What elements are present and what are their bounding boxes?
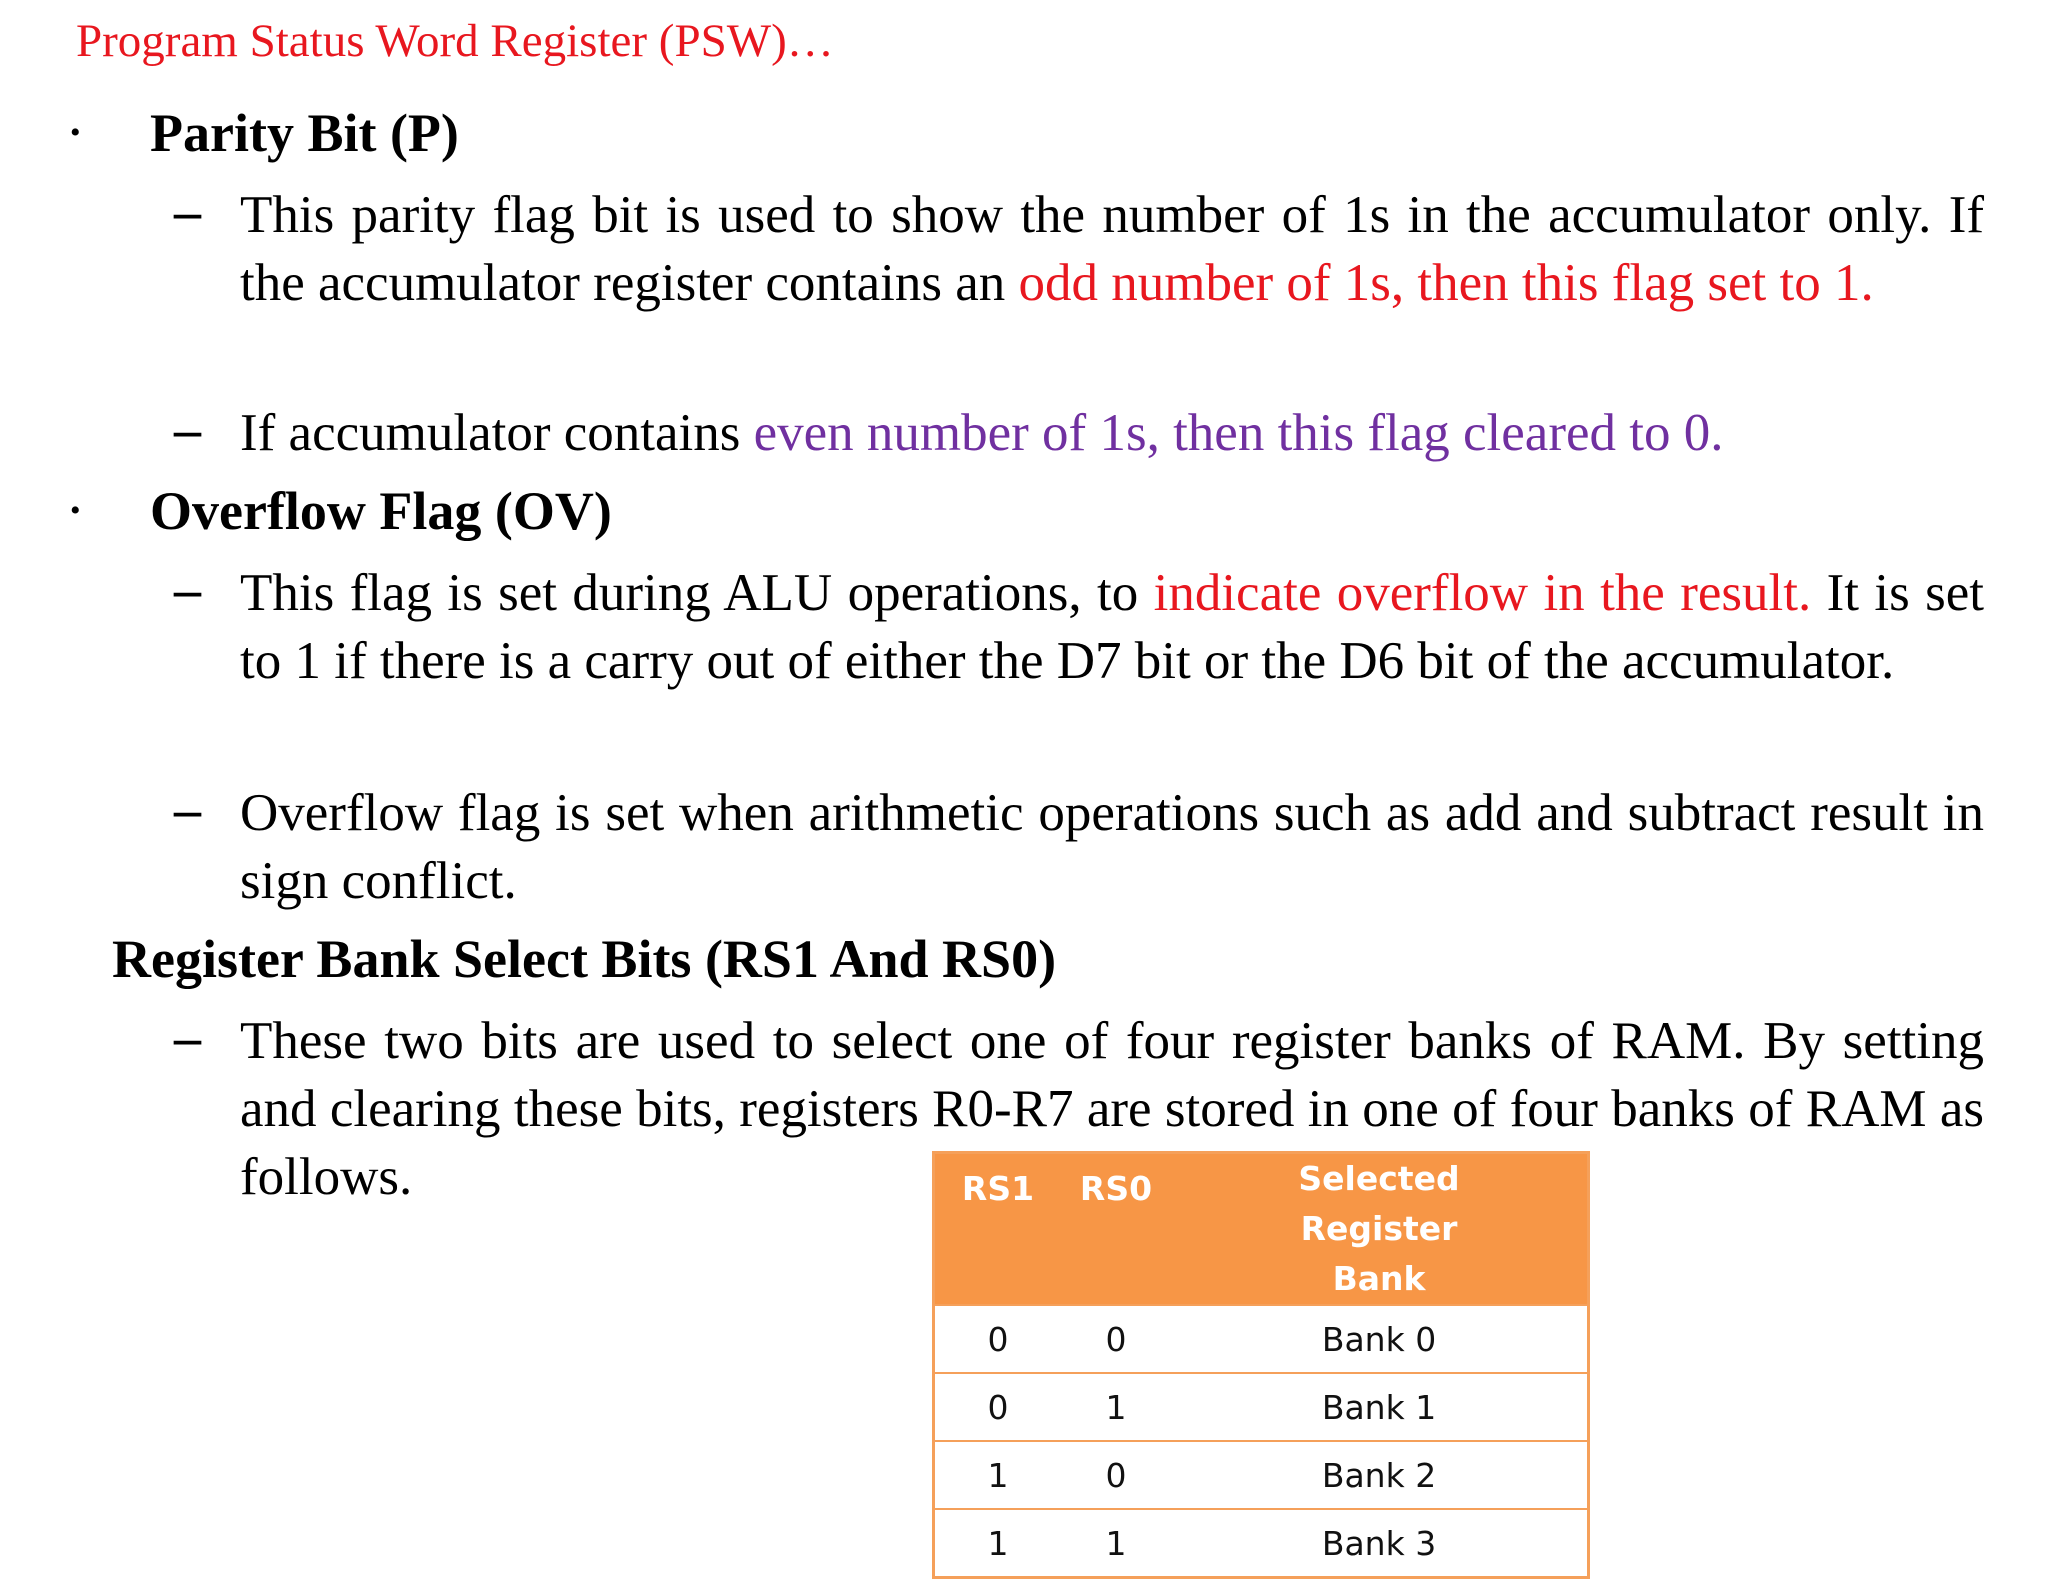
overflow-p1-highlight: indicate overflow in the result. [1153, 564, 1812, 622]
parity-p2-highlight: even number of 1s, then this flag cleared to 0. [753, 404, 1724, 462]
table-cell-rs0: 0 [1061, 1305, 1171, 1373]
table-cell-rs1: 1 [934, 1441, 1062, 1509]
table-cell-bank: Bank 1 [1171, 1373, 1589, 1441]
parity-heading: Parity Bit (P) [150, 103, 459, 163]
table-cell-rs0: 1 [1061, 1509, 1171, 1578]
dash-marker: – [174, 1007, 201, 1067]
overflow-heading: Overflow Flag (OV) [150, 481, 612, 541]
table-cell-bank: Bank 3 [1171, 1509, 1589, 1578]
dash-marker: – [174, 181, 201, 241]
slide-title: Program Status Word Register (PSW)… [76, 15, 834, 67]
parity-p1-highlight: odd number of 1s, then this flag set to 1. [1018, 254, 1874, 312]
bullet-marker: • [70, 494, 81, 527]
table-row [934, 1441, 1589, 1509]
table-header-rs0: RS0 [1061, 1153, 1171, 1306]
table-cell-rs1: 0 [934, 1373, 1062, 1441]
table-header-rs1: RS1 [934, 1153, 1062, 1306]
table-row [934, 1305, 1589, 1373]
overflow-p1-text-2: It is set to 1 if there is a carry out of either the D7 bit or the D6 bit of the accumulator. [240, 564, 1984, 690]
table-row [934, 1373, 1589, 1441]
table-cell-rs0: 1 [1061, 1373, 1171, 1441]
table-header-row [934, 1153, 1589, 1306]
overflow-paragraph-2: Overflow flag is set when arithmetic operations such as add and subtract result in sign conflict. [240, 784, 1984, 910]
dash-marker: – [174, 779, 201, 839]
dash-marker: – [174, 399, 201, 459]
parity-p1-text: This parity flag bit is used to show the number of 1s in the accumulator only. If the accumulator register contains an [240, 186, 1984, 312]
parity-paragraph-2 [240, 399, 1984, 467]
table-cell-bank: Bank 2 [1171, 1441, 1589, 1509]
dash-marker: – [174, 559, 201, 619]
register-bank-table [932, 1151, 1590, 1579]
register-bank-heading: Register Bank Select Bits (RS1 And RS0) [112, 929, 1057, 989]
parity-paragraph-1 [240, 181, 1984, 317]
overflow-p1-text: This flag is set during ALU operations, to [240, 564, 1154, 622]
parity-p2-text: If accumulator contains [240, 404, 754, 462]
overflow-paragraph-1 [240, 559, 1984, 695]
table-row [934, 1509, 1589, 1578]
register-bank-p1-text: These two bits are used to select one of four register banks of RAM. By setting and clearing these bits, registers R0-R7 are stored in one of four banks of RAM as follows. [240, 1012, 1984, 1206]
table-header-selected-bank: Selected Register Bank [1171, 1153, 1589, 1306]
table-cell-rs0: 0 [1061, 1441, 1171, 1509]
table-cell-bank: Bank 0 [1171, 1305, 1589, 1373]
bullet-marker: • [70, 116, 81, 149]
table-cell-rs1: 1 [934, 1509, 1062, 1578]
table-cell-rs1: 0 [934, 1305, 1062, 1373]
